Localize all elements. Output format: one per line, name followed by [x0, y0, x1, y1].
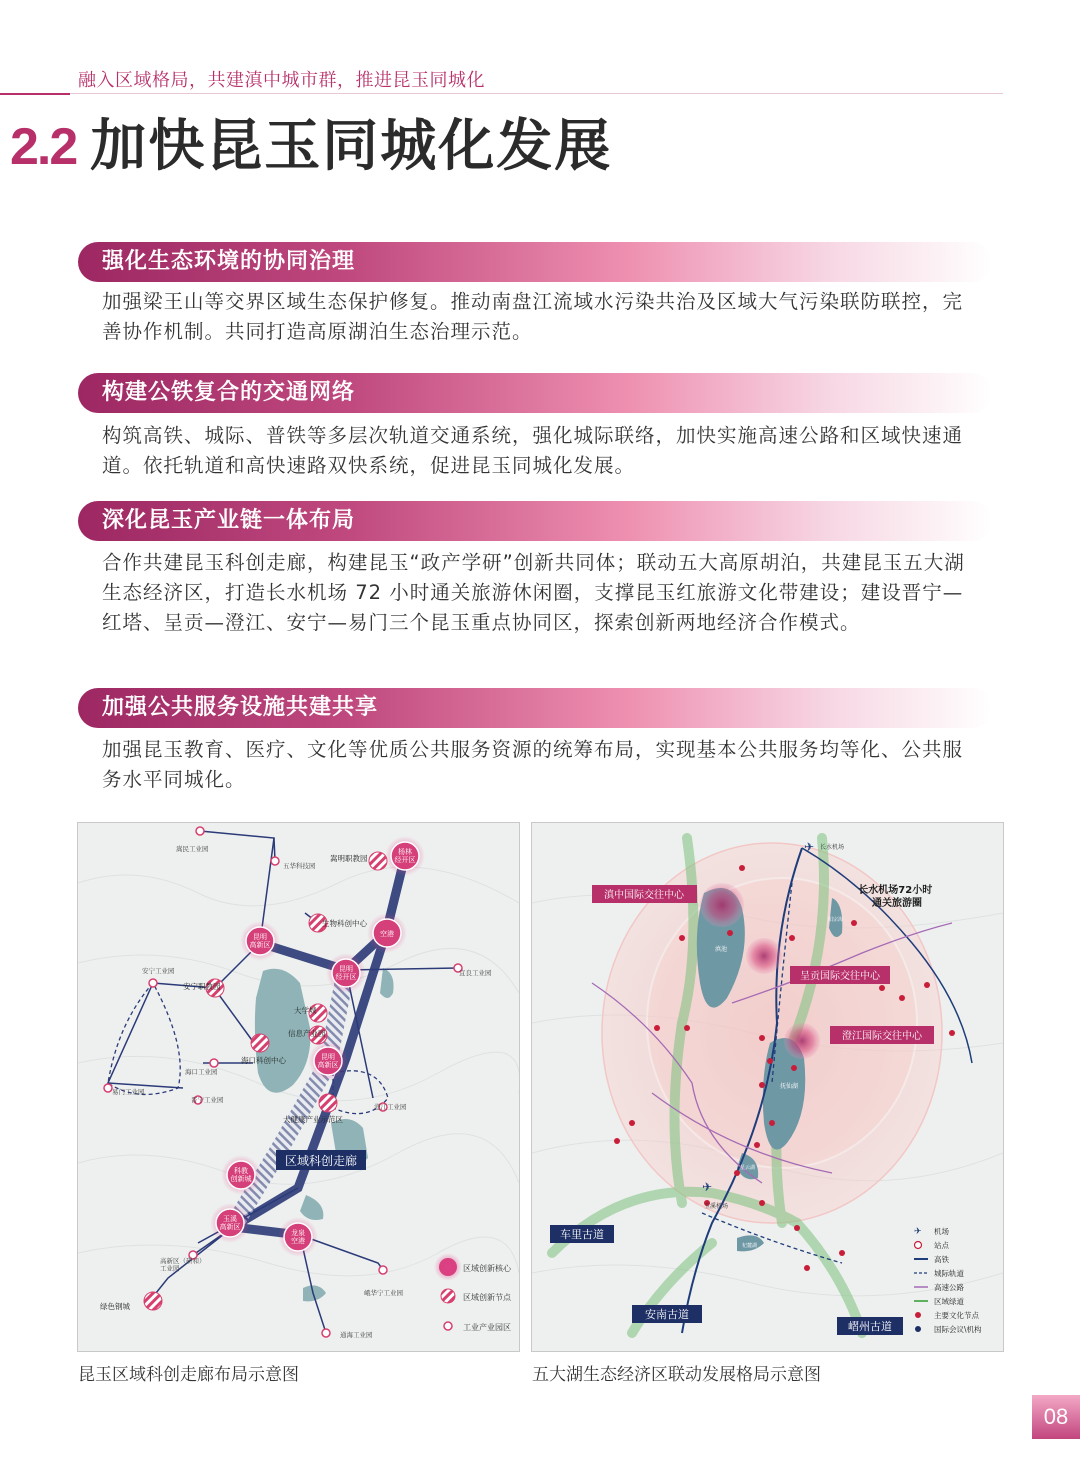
- legend-label: [934, 1324, 982, 1334]
- park-circle: [322, 1329, 330, 1337]
- section-heading-3-label: 深化昆玉产业链一体布局: [102, 508, 356, 533]
- park-label: [283, 861, 316, 870]
- park-label-line: 工业园: [160, 1264, 180, 1273]
- legend-label-line: 高速公路: [934, 1283, 964, 1292]
- section-body-3: 合作共建昆玉科创走廊，构建昆玉“政产学研”创新共同体；联动五大高原胡泊，共建昆玉五大湖生态经济区，打造长水机场 72 小时通关旅游休闲圈，支撑昆玉红旅游文化带建设；建设晋宁—红塔、呈贡—澄江、安宁—易门三个昆玉重点协同区，探索创新两地经济合作模式。: [102, 551, 965, 634]
- node-label-line: 信息产业园: [288, 1029, 326, 1038]
- park-label: [459, 968, 492, 977]
- lake-label-dianchi: 滇池: [715, 946, 728, 953]
- title-text: 加快昆玉同城化发展: [90, 114, 613, 179]
- node-label: [283, 1114, 343, 1124]
- hub-label-line: 高新区: [317, 1061, 339, 1069]
- park-label: [112, 1087, 145, 1096]
- section-body-4: 加强昆玉教育、医疗、文化等优质公共服务资源的统筹布局，实现基本公共服务均等化、公共服务水平同城化。: [102, 738, 964, 791]
- culture-node: [629, 1120, 635, 1126]
- park-circle: [271, 857, 279, 865]
- node-circle: [319, 1094, 337, 1112]
- page-title: [10, 112, 612, 182]
- park-label-line: 嵩民工业园: [176, 845, 209, 853]
- culture-node: [899, 995, 905, 1001]
- node-label-line: 绿色钢城: [100, 1302, 130, 1311]
- airport-icon-2: ✈: [702, 1180, 713, 1194]
- section-heading-1: [78, 242, 992, 282]
- park-label-line: 晋宁工业园: [191, 1096, 224, 1104]
- node-label-line: 大健康产业示范区: [283, 1115, 343, 1124]
- park-label-line: 易门工业园: [112, 1088, 145, 1096]
- science-corridor-svg: [78, 823, 519, 1351]
- legend-label-line: 高铁: [934, 1255, 949, 1264]
- section-body-1: 加强梁王山等交界区域生态保护修复。推动南盘江流域水污染共治及区域大气污染联防联控，完善协作机制。共同打造高原湖泊生态治理示范。: [102, 290, 964, 343]
- hub-label-line: 高新区: [219, 1223, 241, 1231]
- legend-label: [934, 1282, 964, 1292]
- node-label-line: 嵩明职教园: [330, 854, 368, 863]
- section-heading-1-label: 强化生态环境的协同治理: [102, 249, 356, 274]
- legend-label-line: 主要文化节点: [934, 1311, 979, 1320]
- hub-label-line: 昆明: [253, 933, 267, 941]
- hub-label-line: 空港: [291, 1237, 305, 1245]
- circle-label-line-2: 通关旅游圈: [872, 898, 922, 909]
- node-label: [183, 981, 221, 991]
- lake-label-fuxian: 抚仙湖: [780, 1083, 799, 1090]
- park-circle: [210, 1059, 218, 1067]
- airport-label-1: 长水机场: [820, 844, 845, 851]
- legend-conference-icon: [915, 1326, 921, 1332]
- science-corridor-map: [77, 822, 520, 1352]
- culture-node: [684, 1025, 690, 1031]
- center-glow-1: [700, 883, 744, 927]
- airport-label-2: 玉溪机场: [704, 1203, 729, 1210]
- legend-station-icon: [915, 1242, 922, 1249]
- park-label: [340, 1330, 373, 1339]
- hub-label-line: 科教: [234, 1167, 248, 1175]
- five-lakes-map: [531, 822, 1004, 1352]
- hub-label-line: 昆明: [321, 1053, 335, 1061]
- hub-label-line: 杨林: [398, 848, 412, 856]
- park-label-line: 澄江工业园: [374, 1103, 407, 1111]
- park-label: [374, 1102, 407, 1111]
- culture-node: [614, 1138, 620, 1144]
- right-figure-caption: 五大湖生态经济区联动发展格局示意图: [532, 1365, 821, 1385]
- center-label-2: 呈贡国际交往中心: [800, 971, 880, 982]
- node-label-line: 海口科创中心: [241, 1056, 286, 1065]
- culture-node: [839, 1250, 845, 1256]
- node-circle: [251, 1034, 269, 1052]
- park-circle: [104, 1084, 112, 1092]
- center-label-3: 澄江国际交往中心: [842, 1031, 922, 1042]
- culture-node: [759, 1035, 765, 1041]
- hub-label: [291, 1228, 305, 1245]
- culture-node: [727, 930, 733, 936]
- legend-label: [934, 1254, 949, 1264]
- left-figure-caption: 昆玉区域科创走廊布局示意图: [78, 1365, 299, 1385]
- park-label-line: 宜良工业园: [459, 969, 492, 977]
- legend-label: [934, 1268, 964, 1278]
- culture-node: [791, 1065, 797, 1071]
- header-rule-accent: [0, 93, 70, 95]
- legend-park: 工业产业园区: [463, 1323, 511, 1332]
- park-label: [191, 1095, 224, 1104]
- culture-node: [759, 1200, 765, 1206]
- page-number: 08: [1032, 1395, 1080, 1439]
- hub-label-line: 玉溪: [223, 1215, 237, 1223]
- legend-airport-icon-line: ✈: [914, 1227, 922, 1237]
- center-glow-3: [784, 1023, 820, 1059]
- node-circle: [144, 1292, 162, 1310]
- node-label: [241, 1055, 286, 1065]
- culture-node: [769, 1120, 775, 1126]
- legend-label-line: 国际会议\机构: [934, 1325, 982, 1334]
- culture-node: [759, 1082, 765, 1088]
- park-circle: [196, 827, 204, 835]
- node-label-line: 大学城: [294, 1006, 317, 1015]
- legend-label: [934, 1240, 949, 1250]
- node-label: [294, 1005, 317, 1015]
- ancient-road-3: 嶍州古道: [848, 1320, 892, 1333]
- legend-label-line: 站点: [934, 1241, 949, 1250]
- legend-label-line: 机场: [934, 1227, 949, 1236]
- hub-label-line: 龙泉: [291, 1229, 305, 1237]
- ancient-road-2: 安南古道: [645, 1308, 689, 1321]
- breadcrumb: 融入区域格局，共建滇中城市群，推进昆玉同城化: [78, 70, 485, 91]
- legend-label: [934, 1310, 979, 1320]
- node-label: [330, 853, 368, 863]
- five-lakes-svg: [532, 823, 1003, 1351]
- park-circle: [379, 1266, 387, 1274]
- center-label-1: 滇中国际交往中心: [604, 890, 684, 901]
- section-heading-3: [78, 501, 992, 541]
- node-label: [322, 918, 367, 928]
- park-label: [185, 1067, 218, 1076]
- culture-node: [804, 1265, 810, 1271]
- culture-node: [739, 865, 745, 871]
- culture-node: [879, 985, 885, 991]
- culture-node: [924, 982, 930, 988]
- hub-label-line: 经开区: [394, 856, 416, 864]
- park-label-line: 海口工业园: [185, 1068, 218, 1076]
- section-heading-2-label: 构建公铁复合的交通网络: [102, 380, 356, 405]
- park-label: [176, 844, 209, 853]
- section-heading-4-label: 加强公共服务设施共建共享: [102, 695, 379, 720]
- park-circle: [149, 979, 157, 987]
- section-body-2: 构筑高铁、城际、普铁等多层次轨道交通系统，强化城际联络，加快实施高速公路和区域快速通道。依托轨道和高快速路双快系统，促进昆玉同城化发展。: [102, 424, 964, 477]
- airport-icon: ✈: [804, 840, 815, 854]
- node-circle: [369, 852, 387, 870]
- node-label: [288, 1028, 326, 1038]
- section-heading-2: [78, 373, 992, 413]
- legend-label: [934, 1296, 964, 1306]
- culture-node: [767, 1058, 773, 1064]
- hub-label-line: 创新城: [230, 1175, 252, 1183]
- legend-label-line: 区域绿道: [934, 1297, 964, 1306]
- park-label-line: 峨华宁工业园: [364, 1289, 403, 1297]
- hub-label-line: 昆明: [339, 965, 353, 973]
- legend-label-line: 城际轨道: [934, 1269, 964, 1278]
- park-label-line: 五华科技园: [283, 862, 316, 870]
- center-glow-2: [746, 938, 782, 974]
- node-label-line: 生物科创中心: [322, 919, 367, 928]
- legend-culture-icon: [915, 1312, 921, 1318]
- ancient-road-1: 车里古道: [560, 1228, 604, 1241]
- legend-label: [934, 1226, 949, 1236]
- culture-node: [949, 1030, 955, 1036]
- park-label: [364, 1288, 404, 1297]
- circle-label-line-1: 长水机场72小时: [858, 885, 933, 896]
- section-number: 2.2: [10, 118, 77, 176]
- culture-node: [794, 1225, 800, 1231]
- culture-node: [851, 920, 857, 926]
- node-label-line: 安宁职教园: [183, 982, 221, 991]
- header-rule: [0, 93, 1003, 94]
- hub-label: [380, 929, 394, 938]
- legend-airport-icon: [914, 1227, 922, 1237]
- hub-label-line: 空港: [380, 930, 394, 938]
- node-label: [100, 1301, 130, 1311]
- hub-label-line: 经开区: [335, 973, 357, 981]
- park-label-line: 通海工业园: [340, 1331, 373, 1339]
- hub-label-line: 高新区: [249, 941, 271, 949]
- culture-node: [654, 1025, 660, 1031]
- park-label-line: 安宁工业园: [142, 967, 175, 975]
- park-label: [142, 966, 175, 975]
- park-label-line: 高新区（研和）: [160, 1257, 206, 1265]
- lake-label-yangzong: 阳宗海: [828, 917, 844, 923]
- culture-node: [679, 935, 685, 941]
- culture-node: [789, 935, 795, 941]
- corridor-label: 区域科创走廊: [284, 1154, 358, 1168]
- section-heading-4: [78, 688, 992, 728]
- legend-core: 区域创新核心: [463, 1264, 511, 1273]
- culture-node: [754, 1142, 760, 1148]
- legend-node: 区域创新节点: [463, 1293, 511, 1302]
- lake-label-xingyun: 星云湖: [740, 1165, 756, 1171]
- lake-label-qilu: 杞麓湖: [742, 1243, 758, 1249]
